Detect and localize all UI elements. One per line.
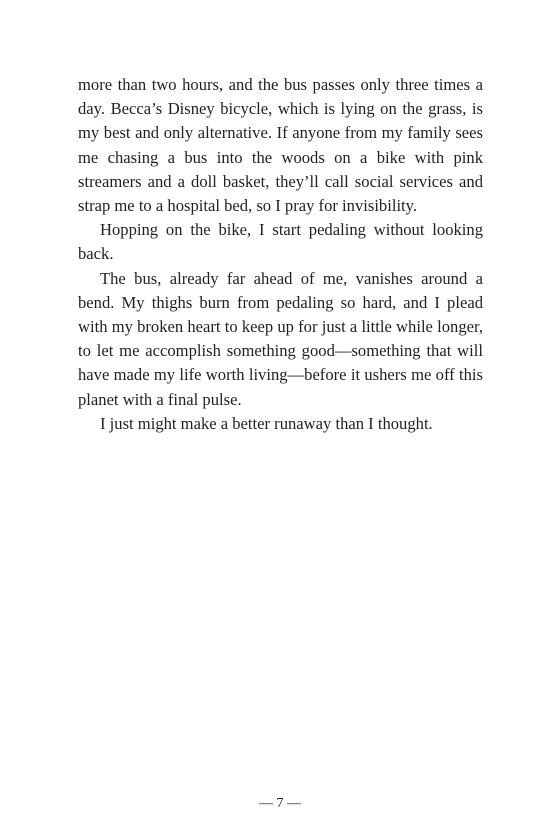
body-text [78,73,483,436]
paragraph-bus-vanishes: The bus, already far ahead of me, vanishes around a bend. My thighs burn from pedaling so hard, and I plead with my broken heart to keep up for just a little while longer, to let me accomplish something good—something that will have made my life worth living—before it ushers me off this planet with a final pulse. [78,268,483,409]
paragraph-runaway: I just might make a better runaway than I thought. [100,413,433,433]
paragraph-continuation: more than two hours, and the bus passes only three times a day. Becca’s Disney bicycle, which is lying on the grass, is my best and only alternative. If anyone from my family sees me chasing a bus into the woods on a bike with pink streamers and a doll basket, they’ll call social services and strap me to a hospital bed, so I pray for invisibility. [78,75,483,216]
paragraph-hopping: Hopping on the bike, I start pedaling without looking back. [78,220,483,264]
page-number: — 7 — [259,796,301,811]
